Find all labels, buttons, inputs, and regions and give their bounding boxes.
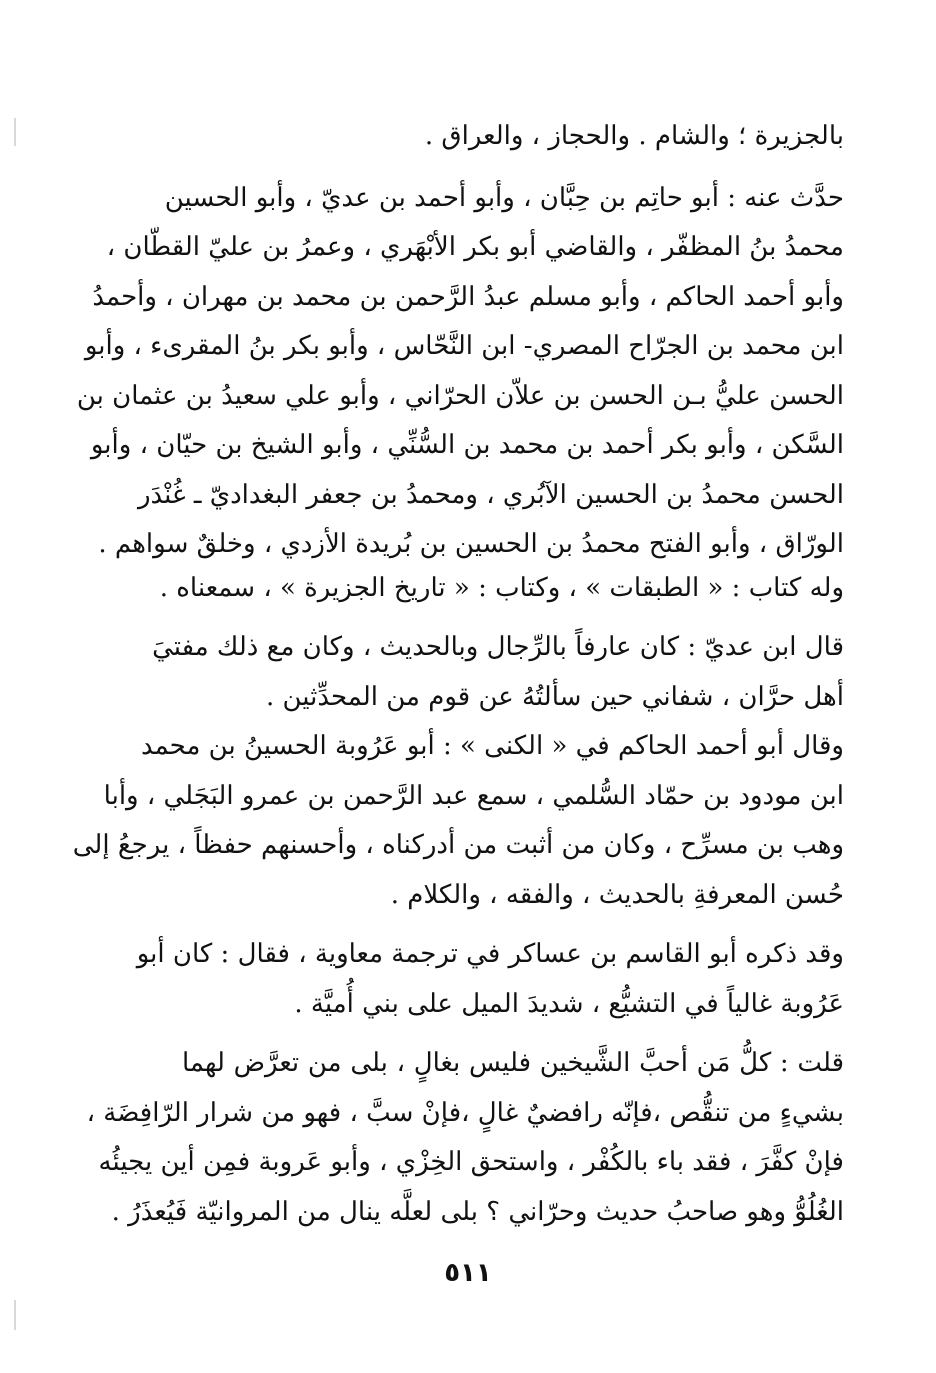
text-line: ابن محمد بن الجرّاح المصري- ابن النَّحّاس ، وأبو بكر بنُ المقرىء ، وأبو (84, 331, 844, 361)
text-line: بالجزيرة ؛ والشام . والحجاز ، والعراق . (424, 121, 844, 151)
text-line: بشيءٍ من تنقُّص ،فإنّه رافضيٌ غالٍ ،فإنْ سبَّ ، فهو من شرار الرّافِضَة ، (86, 1097, 844, 1128)
text-line: محمدُ بنُ المظفّر ، والقاضي أبو بكر الأبْهَري ، وعمرُ بن عليّ القطّان ، (106, 232, 844, 262)
text-line: حُسن المعرفةِ بالحديث ، والفقه ، والكلام . (390, 879, 844, 910)
text-line: السَّكن ، وأبو بكر أحمد بن محمد بن السُّنِّي ، وأبو الشيخ بن حيّان ، وأبو (90, 430, 844, 460)
text-line: حدَّث عنه : أبو حاتِم بن حِبَّان ، وأبو أحمد بن عديّ ، وأبو الحسين (164, 182, 844, 213)
text-line: عَرُوبة غالياً في التشيُّع ، شديدَ الميل على بني أُميَّة . (294, 988, 844, 1019)
margin-mark-top (14, 118, 16, 146)
text-line: وقال أبو أحمد الحاكم في « الكنى » : أبو عَرُوبة الحسينُ بن محمد (141, 731, 844, 761)
text-line: قال ابن عديّ : كان عارفاً بالرِّجال وبالحديث ، وكان مع ذلك مفتيَ (152, 632, 844, 662)
text-line: قلت : كلُّ مَن أحبَّ الشَّيخين فليس بغالٍ ، بلى من تعرَّض لهما (182, 1048, 844, 1078)
text-line: وهب بن مسرِّح ، وكان من أثبت من أدركناه ، وأحسنهم حفظاً ، يرجعُ إلى (72, 830, 844, 860)
text-line: وأبو أحمد الحاكم ، وأبو مسلم عبدُ الرَّحمن بن محمد بن مهران ، وأحمدُ (92, 281, 844, 312)
text-line: فإنْ كفَّرَ ، فقد باء بالكُفْر ، واستحق الخِزْي ، وأبو عَروبة فمِن أين يجيئُه (98, 1147, 844, 1177)
text-line: ابن مودود بن حمّاد السُّلمي ، سمع عبد الرَّحمن بن عمرو البَجَلي ، وأبا (103, 780, 844, 811)
text-line: الحسن عليُّ بـن الحسن بن علاّن الحرّاني ، وأبو علي سعيدُ بن عثمان بن (76, 380, 844, 411)
text-line: الغُلُوُّ وهو صاحبُ حديث وحرّاني ؟ بلى لعلَّه ينال من المروانيّة فَيُعذَرُ . (111, 1196, 844, 1227)
text-line: أهل حرَّان ، شفاني حين سألتُهُ عن قوم من المحدِّثين . (265, 681, 844, 712)
page-number: ٥١١ (444, 1258, 492, 1288)
page-text (72, 112, 844, 1237)
margin-mark-bottom (14, 1300, 16, 1330)
text-line: وقد ذكره أبو القاسم بن عساكر في ترجمة معاوية ، فقال : كان أبو (136, 939, 844, 969)
text-line: الورّاق ، وأبو الفتح محمدُ بن الحسين بن بُريدة الأزدي ، وخلقٌ سواهم . (98, 529, 844, 559)
text-line: وله كتاب : « الطبقات » ، وكتاب : « تاريخ الجزيرة » ، سمعناه . (159, 572, 844, 603)
text-line: الحسن محمدُ بن الحسين الآبُري ، ومحمدُ بن جعفر البغداديّ ـ غُنْدَر (137, 479, 844, 510)
